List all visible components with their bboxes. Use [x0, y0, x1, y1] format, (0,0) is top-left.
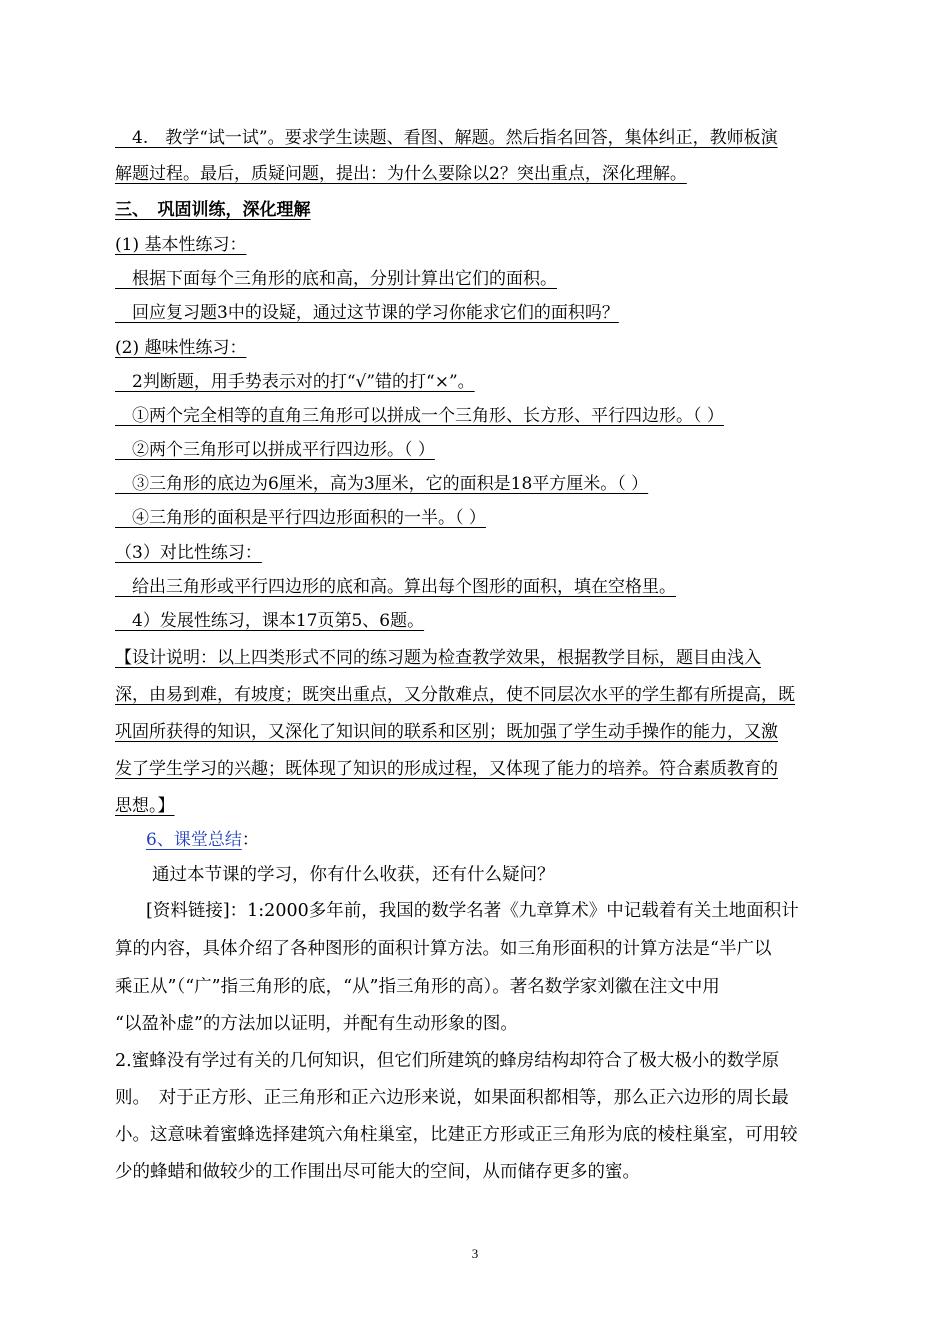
- bee-line4: 少的蜂蜡和做较少的工作围出尽可能大的空间，从而储存更多的蜜。: [115, 1162, 640, 1182]
- resource-line4: “以盈补虚”的方法加以证明，并配有生动形象的图。: [115, 1014, 518, 1034]
- design-note-line1: 【设计说明：以上四类形式不同的练习题为检查教学效果，根据教学目标，题目由浅入: [115, 648, 761, 668]
- development-practice: 4）发展性练习，课本17页第5、6题。: [115, 611, 425, 631]
- basic-practice-item-1: 根据下面每个三角形的底和高，分别计算出它们的面积。: [115, 269, 557, 289]
- section4-line1: 4. 教学“试一试”。要求学生读题、看图、解题。然后指名回答，集体纠正，教师板演: [115, 128, 778, 148]
- page-number: 3: [471, 1246, 479, 1261]
- bee-line1: 2.蜜蜂没有学过有关的几何知识，但它们所建筑的蜂房结构却符合了极大极小的数学原: [115, 1051, 780, 1071]
- summary-heading[interactable]: 6、课堂总结: [146, 830, 242, 850]
- section3-heading: 三、 巩固训练，深化理解: [115, 200, 311, 220]
- section4-line2: 解题过程。最后，质疑问题，提出：为什么要除以2？突出重点，深化理解。: [115, 164, 687, 184]
- contrast-practice-label: （3）对比性练习：: [115, 543, 262, 563]
- resource-line3: 乘正从”（“广”指三角形的底，“从”指三角形的高）。著名数学家刘徽在注文中用: [115, 977, 720, 997]
- summary-heading-colon: ：: [241, 830, 259, 850]
- contrast-practice-item: 给出三角形或平行四边形的底和高。算出每个图形的面积，填在空格里。: [115, 577, 676, 597]
- basic-practice-label: (1) 基本性练习：: [115, 235, 247, 255]
- summary-heading-row: [146, 829, 259, 851]
- judge-item-3: ③三角形的底边为6厘米，高为3厘米，它的面积是18平方厘米。（ ）: [115, 474, 649, 494]
- summary-text: 通过本节课的学习，你有什么收获，还有什么疑问？: [152, 865, 555, 885]
- fun-practice-intro: 2判断题，用手势表示对的打“√”错的打“×”。: [115, 372, 475, 392]
- judge-item-2: ②两个三角形可以拼成平行四边形。（ ）: [115, 440, 435, 460]
- design-note-line2: 深，由易到难，有坡度；既突出重点，又分散难点，使不同层次水平的学生都有所提高，既: [115, 685, 795, 705]
- bee-line3: 小。这意味着蜜蜂选择建筑六角柱巢室，比建正方形或正三角形为底的棱柱巢室，可用较: [115, 1125, 798, 1145]
- resource-link-label: [资料链接]: [146, 901, 230, 921]
- resource-line1: [146, 900, 799, 922]
- design-note-line3: 巩固所获得的知识，又深化了知识间的联系和区别；既加强了学生动手操作的能力，又激: [115, 722, 778, 742]
- resource-line1-text: ：1:2000多年前，我国的数学名著《九章算术》中记载着有关土地面积计: [229, 901, 799, 921]
- resource-line2: 算的内容，具体介绍了各种图形的面积计算方法。如三角形面积的计算方法是“半广以: [115, 939, 772, 959]
- design-note-line5: 思想。】: [115, 796, 175, 816]
- bee-line2: 则。 对于正方形、正三角形和正六边形来说，如果面积都相等，那么正六边形的周长最: [115, 1088, 789, 1108]
- basic-practice-item-2: 回应复习题3中的设疑，通过这节课的学习你能求它们的面积吗？: [115, 303, 619, 323]
- fun-practice-label: (2) 趣味性练习：: [115, 338, 247, 358]
- judge-item-4: ④三角形的面积是平行四边形面积的一半。（ ）: [115, 508, 486, 528]
- design-note-line4: 发了学生学习的兴趣；既体现了知识的形成过程，又体现了能力的培养。符合素质教育的: [115, 759, 778, 779]
- judge-item-1: ①两个完全相等的直角三角形可以拼成一个三角形、长方形、平行四边形。（ ）: [115, 406, 724, 426]
